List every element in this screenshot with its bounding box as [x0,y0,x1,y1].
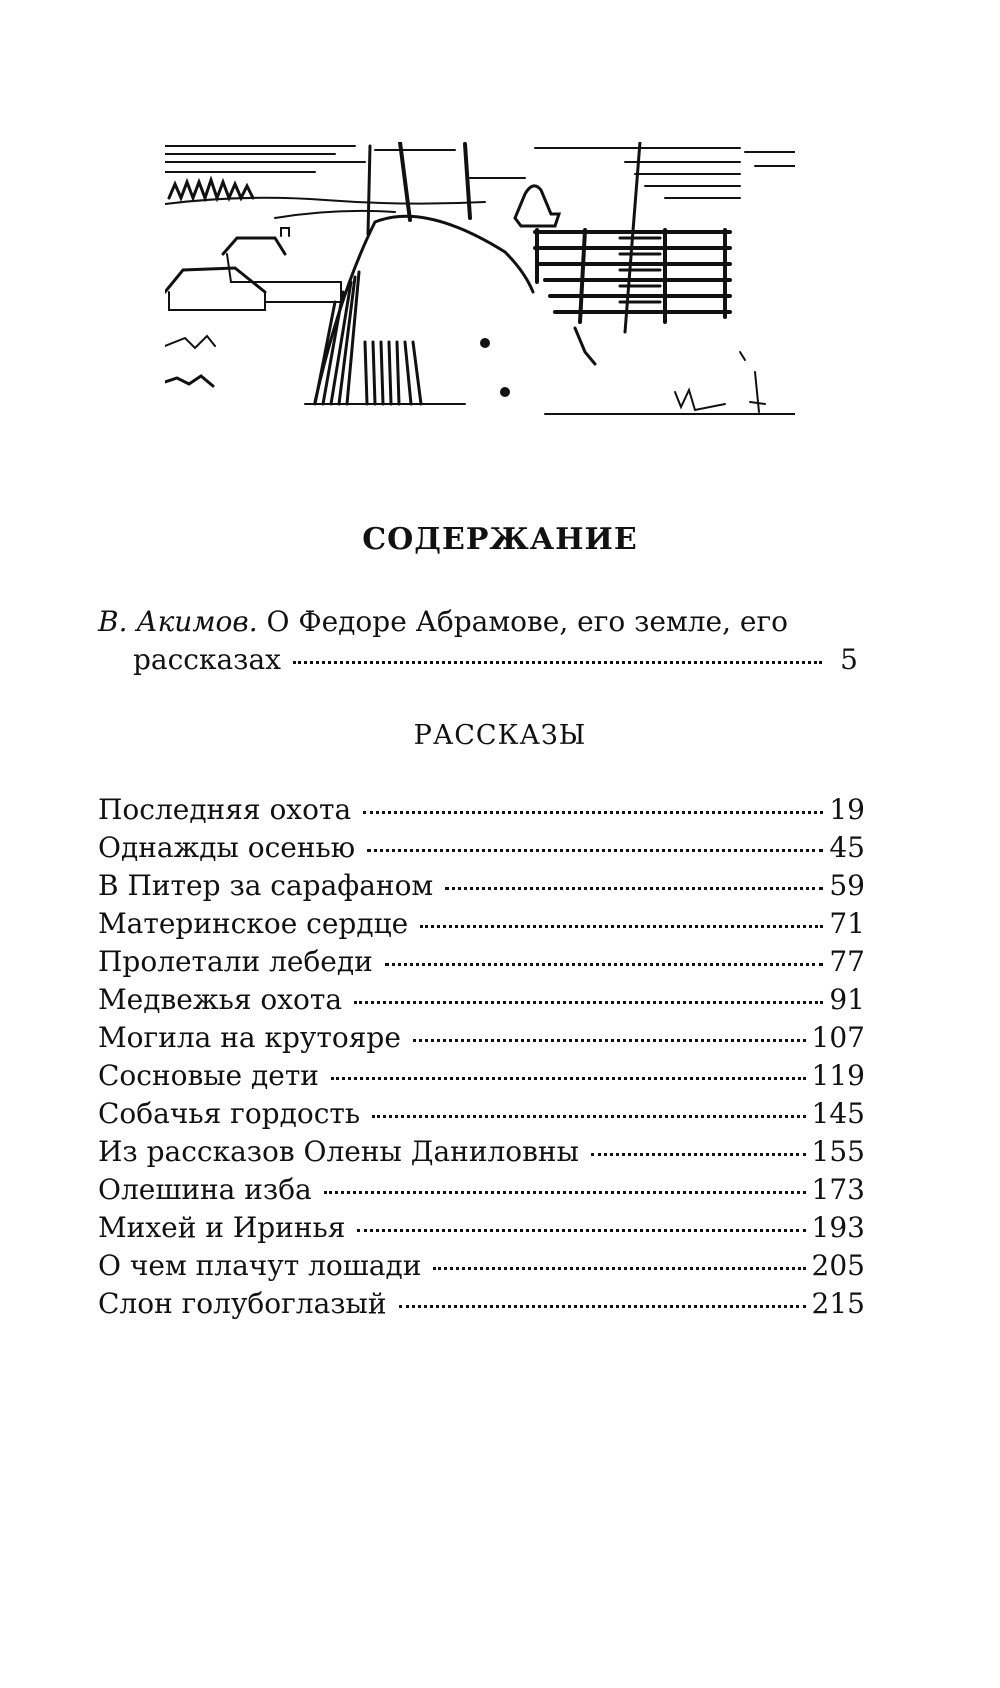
dot-leader [354,1001,823,1004]
entry-title: Материнское сердце [98,907,409,940]
entry-title: Однажды осенью [98,831,356,864]
winter-village-sketch-icon [165,142,795,462]
dot-leader [591,1153,806,1156]
dot-leader [324,1191,806,1194]
entry-page-number: 215 [811,1287,865,1320]
entry-page-number: 91 [829,983,865,1016]
contents-title: СОДЕРЖАНИЕ [362,522,638,557]
entry-page-number: 45 [829,831,865,864]
dot-leader [357,1229,805,1232]
dot-leader [420,925,823,928]
intro-line-2 [98,641,858,679]
toc-list [98,793,865,1325]
toc-entry[interactable] [98,831,865,869]
dot-leader [331,1077,806,1080]
entry-page-number: 205 [811,1249,865,1282]
toc-entry[interactable] [98,1097,865,1135]
intro-title: О Федоре Абрамове, его земле, его [266,605,789,638]
section-title-stories: РАССКАЗЫ [413,720,587,751]
intro-page-number: 5 [840,643,858,676]
toc-entry[interactable] [98,1059,865,1097]
dot-leader [433,1267,805,1270]
entry-page-number: 173 [811,1173,865,1206]
entry-page-number: 77 [829,945,865,978]
entry-page-number: 19 [829,793,865,826]
entry-page-number: 59 [829,869,865,902]
toc-entry[interactable] [98,1135,865,1173]
dot-leader [363,811,823,814]
entry-title: Собачья гордость [98,1097,361,1130]
entry-title: Слон голубоглазый [98,1287,387,1320]
intro-line-1 [98,603,858,641]
toc-entry[interactable] [98,793,865,831]
toc-entry[interactable] [98,1287,865,1325]
entry-page-number: 71 [829,907,865,940]
entry-title: О чем плачут лошади [98,1249,422,1282]
toc-entry[interactable] [98,983,865,1021]
dot-leader [385,963,824,966]
intro-entry[interactable] [98,603,858,679]
entry-title: Олешина изба [98,1173,312,1206]
entry-page-number: 119 [811,1059,865,1092]
toc-entry[interactable] [98,1211,865,1249]
dot-leader [413,1039,806,1042]
entry-title: Сосновые дети [98,1059,319,1092]
toc-entry[interactable] [98,907,865,945]
entry-title: В Питер за сарафаном [98,869,434,902]
entry-page-number: 155 [811,1135,865,1168]
entry-title: Могила на крутояре [98,1021,401,1054]
dot-leader [372,1115,805,1118]
entry-title: Из рассказов Олены Даниловны [98,1135,579,1168]
entry-page-number: 193 [811,1211,865,1244]
entry-title: Михей и Иринья [98,1211,346,1244]
dot-leader [293,661,822,664]
toc-entry[interactable] [98,1173,865,1211]
intro-author: В. Акимов. [98,605,258,638]
intro-title-continuation: рассказах [133,643,281,676]
dot-leader [367,849,823,852]
entry-title: Пролетали лебеди [98,945,373,978]
entry-page-number: 107 [811,1021,865,1054]
entry-page-number: 145 [811,1097,865,1130]
toc-entry[interactable] [98,1249,865,1287]
dot-leader [399,1305,806,1308]
toc-entry[interactable] [98,945,865,983]
entry-title: Последняя охота [98,793,352,826]
entry-title: Медвежья охота [98,983,343,1016]
toc-entry[interactable] [98,869,865,907]
toc-entry[interactable] [98,1021,865,1059]
dot-leader [445,887,823,890]
